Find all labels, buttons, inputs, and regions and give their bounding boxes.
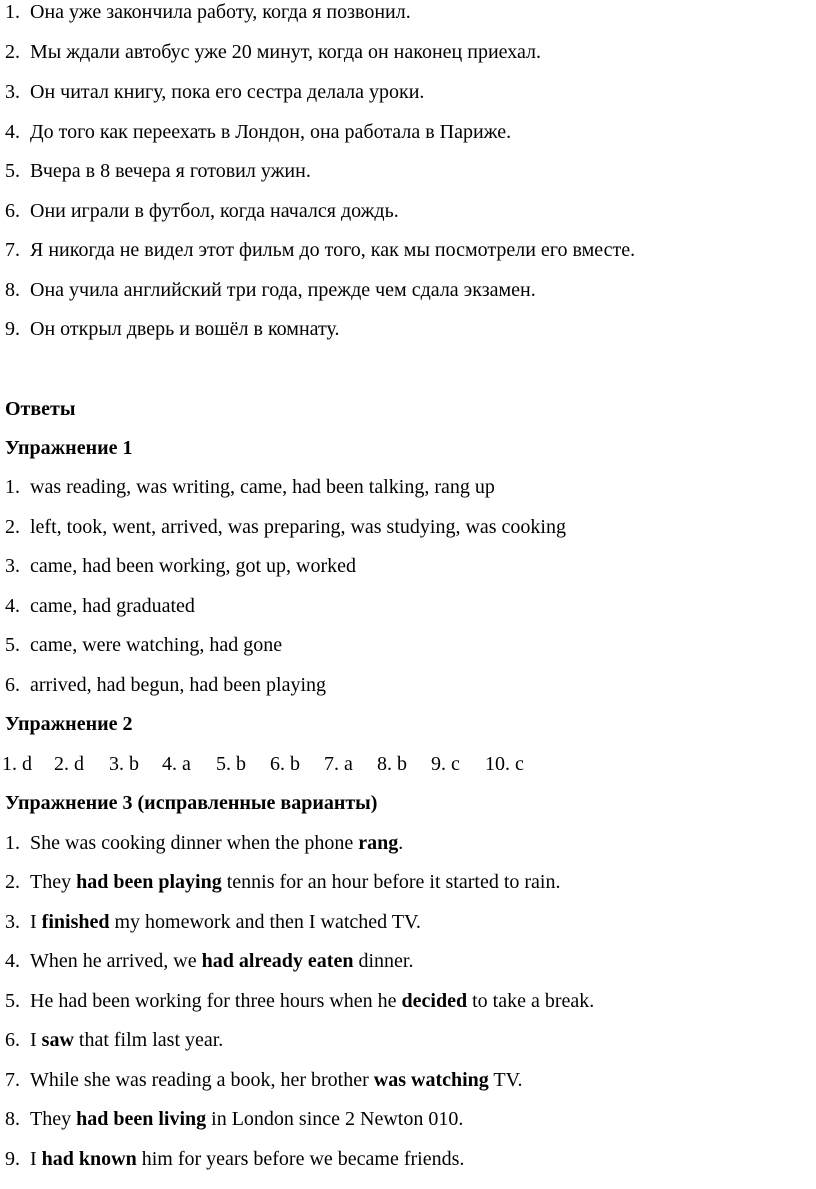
list-item: 1. was reading, was writing, came, had been talking, rang up — [5, 476, 495, 498]
list-item: 1. She was cooking dinner when the phone rang. — [5, 832, 404, 854]
answer-cell: 5. b — [216, 753, 246, 775]
answer-cell: 1. d — [2, 753, 32, 775]
exercise2-heading: Упражнение 2 — [5, 713, 133, 735]
list-item: 4. До того как переехать в Лондон, она работала в Париже. — [5, 121, 512, 143]
answer-cell: 3. b — [109, 753, 139, 775]
answer-cell: 2. d — [54, 753, 84, 775]
list-item: 3. came, had been working, got up, worked — [5, 555, 357, 577]
list-item: 3. Он читал книгу, пока его сестра делала уроки. — [5, 81, 425, 103]
list-item: 7. While she was reading a book, her brother was watching TV. — [5, 1069, 523, 1091]
list-item: 7. Я никогда не видел этот фильм до того, как мы посмотрели его вместе. — [5, 239, 636, 261]
list-item: 2. They had been playing tennis for an hour before it started to rain. — [5, 871, 561, 893]
list-item: 2. left, took, went, arrived, was preparing, was studying, was cooking — [5, 516, 566, 538]
answer-cell: 9. c — [431, 753, 460, 775]
list-item: 6. arrived, had begun, had been playing — [5, 674, 327, 696]
list-item: 5. came, were watching, had gone — [5, 634, 283, 656]
answer-cell: 6. b — [270, 753, 300, 775]
exercise1-heading: Упражнение 1 — [5, 437, 133, 459]
list-item: 9. Он открыл дверь и вошёл в комнату. — [5, 318, 340, 340]
list-item: 8. Она учила английский три года, прежде чем сдала экзамен. — [5, 279, 536, 301]
list-item: 5. Вчера в 8 вечера я готовил ужин. — [5, 160, 311, 182]
list-item: 4. When he arrived, we had already eaten dinner. — [5, 950, 414, 972]
answer-cell: 4. a — [162, 753, 191, 775]
list-item: 6. I saw that film last year. — [5, 1029, 224, 1051]
exercise2-answers — [2, 749, 524, 779]
list-item: 4. came, had graduated — [5, 595, 195, 617]
list-item: 3. I finished my homework and then I watched TV. — [5, 911, 421, 933]
list-item: 1. Она уже закончила работу, когда я позвонил. — [5, 1, 411, 23]
list-item: 6. Они играли в футбол, когда начался дождь. — [5, 200, 399, 222]
list-item: 2. Мы ждали автобус уже 20 минут, когда он наконец приехал. — [5, 41, 542, 63]
list-item: 9. I had known him for years before we became friends. — [5, 1148, 465, 1170]
answer-cell: 8. b — [377, 753, 407, 775]
answer-cell: 7. a — [324, 753, 353, 775]
answers-heading: Ответы — [5, 398, 76, 420]
exercise3-heading: Упражнение 3 (исправленные варианты) — [5, 792, 378, 814]
list-item: 5. He had been working for three hours when he decided to take a break. — [5, 990, 595, 1012]
list-item: 8. They had been living in London since 2 Newton 010. — [5, 1108, 464, 1130]
answer-cell: 10. c — [485, 753, 524, 775]
